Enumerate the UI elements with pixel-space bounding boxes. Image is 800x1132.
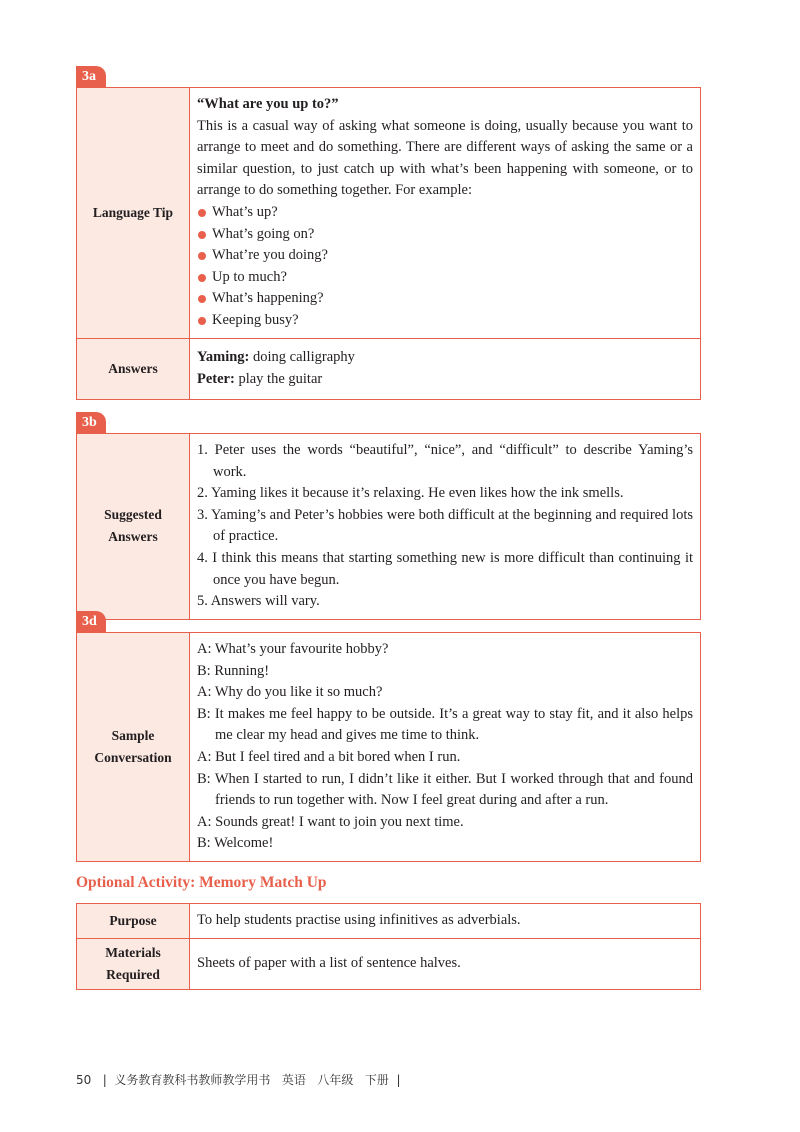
book-title: 义务教育教科书教师教学用书 <box>114 1073 271 1087</box>
volume: 下册 <box>364 1073 389 1087</box>
purpose-row <box>77 904 701 939</box>
list-item: Keeping busy? <box>197 310 693 332</box>
table-3a <box>76 87 701 400</box>
sample-conversation-content <box>190 633 701 862</box>
sample-conversation-row <box>77 633 701 862</box>
language-tip-body: This is a casual way of asking what someone is doing, usually because you want to arrange to meet and do something. There are different ways of asking the same or a similar question, to just catch up with what’s been happening with someone, or to arrange to do something together. For example: <box>197 117 693 199</box>
purpose-label: Purpose <box>77 904 190 939</box>
list-item: What’s happening? <box>197 288 693 310</box>
dialogue-line: B: It makes me feel happy to be outside. It’s a great way to stay fit, and it also helps me clear my head and gives me time to think. <box>197 705 693 744</box>
list-item: Up to much? <box>197 267 693 289</box>
materials-content: Sheets of paper with a list of sentence halves. <box>190 938 701 989</box>
answers-label: Answers <box>77 338 190 399</box>
bullet-dot-icon <box>198 209 206 217</box>
optional-activity-table <box>76 903 701 990</box>
page-footer <box>76 1071 401 1088</box>
bullet-dot-icon <box>198 295 206 303</box>
suggested-answers-row <box>77 434 701 620</box>
footer-separator: | <box>396 1073 401 1087</box>
dialogue-line: A: Why do you like it so much? <box>197 684 383 701</box>
dialogue-line: B: Welcome! <box>197 835 274 852</box>
answers-content <box>190 338 701 399</box>
dialogue-line: A: What’s your favourite hobby? <box>197 641 389 657</box>
answer-line: Yaming: doing calligraphy <box>197 348 355 365</box>
language-tip-title: “What are you up to?” <box>197 96 339 112</box>
subject: 英语 <box>281 1073 306 1087</box>
list-item: 4. I think this means that starting something new is more difficult than continuing it once you have begun. <box>197 549 693 588</box>
materials-row <box>77 938 701 989</box>
list-item: What’re you doing? <box>197 245 693 267</box>
section-tag-3d: 3d <box>76 611 106 633</box>
answers-row <box>77 338 701 399</box>
dialogue-line: A: Sounds great! I want to join you next time. <box>197 813 464 830</box>
list-item: 3. Yaming’s and Peter’s hobbies were both difficult at the beginning and required lots of practice. <box>197 506 693 545</box>
bullet-dot-icon <box>198 274 206 282</box>
table-3b <box>76 433 701 620</box>
footer-separator: | <box>102 1073 107 1087</box>
suggested-answers-label: Suggested Answers <box>77 434 190 620</box>
sample-conversation-label: Sample Conversation <box>77 633 190 862</box>
list-item: What’s going on? <box>197 224 693 246</box>
dialogue-line: B: Running! <box>197 662 270 679</box>
list-item: 5. Answers will vary. <box>197 593 320 610</box>
list-item: 2. Yaming likes it because it’s relaxing. He even likes how the ink smells. <box>197 485 624 502</box>
purpose-content: To help students practise using infinitives as adverbials. <box>190 904 701 939</box>
language-tip-label: Language Tip <box>77 88 190 339</box>
language-tip-row <box>77 88 701 339</box>
bullet-dot-icon <box>198 252 206 260</box>
bullet-dot-icon <box>198 317 206 325</box>
bullet-dot-icon <box>198 231 206 239</box>
materials-label: Materials Required <box>77 938 190 989</box>
page-number: 50 <box>76 1073 92 1087</box>
section-tag-3a: 3a <box>76 66 106 88</box>
list-item: What’s up? <box>197 202 693 224</box>
grade: 八年级 <box>317 1073 354 1087</box>
table-3d <box>76 632 701 862</box>
list-item: 1. Peter uses the words “beautiful”, “nice”, and “difficult” to describe Yaming’s work. <box>197 442 693 480</box>
dialogue-line: B: When I started to run, I didn’t like it either. But I worked through that and found friends to run together with. Now I feel great during and after a run. <box>197 770 693 809</box>
answer-line: Peter: play the guitar <box>197 370 323 387</box>
suggested-answers-content <box>190 434 701 620</box>
section-tag-3b: 3b <box>76 412 106 434</box>
language-tip-content <box>190 88 701 339</box>
dialogue-line: A: But I feel tired and a bit bored when I run. <box>197 748 461 765</box>
optional-activity-heading: Optional Activity: Memory Match Up <box>76 874 327 891</box>
